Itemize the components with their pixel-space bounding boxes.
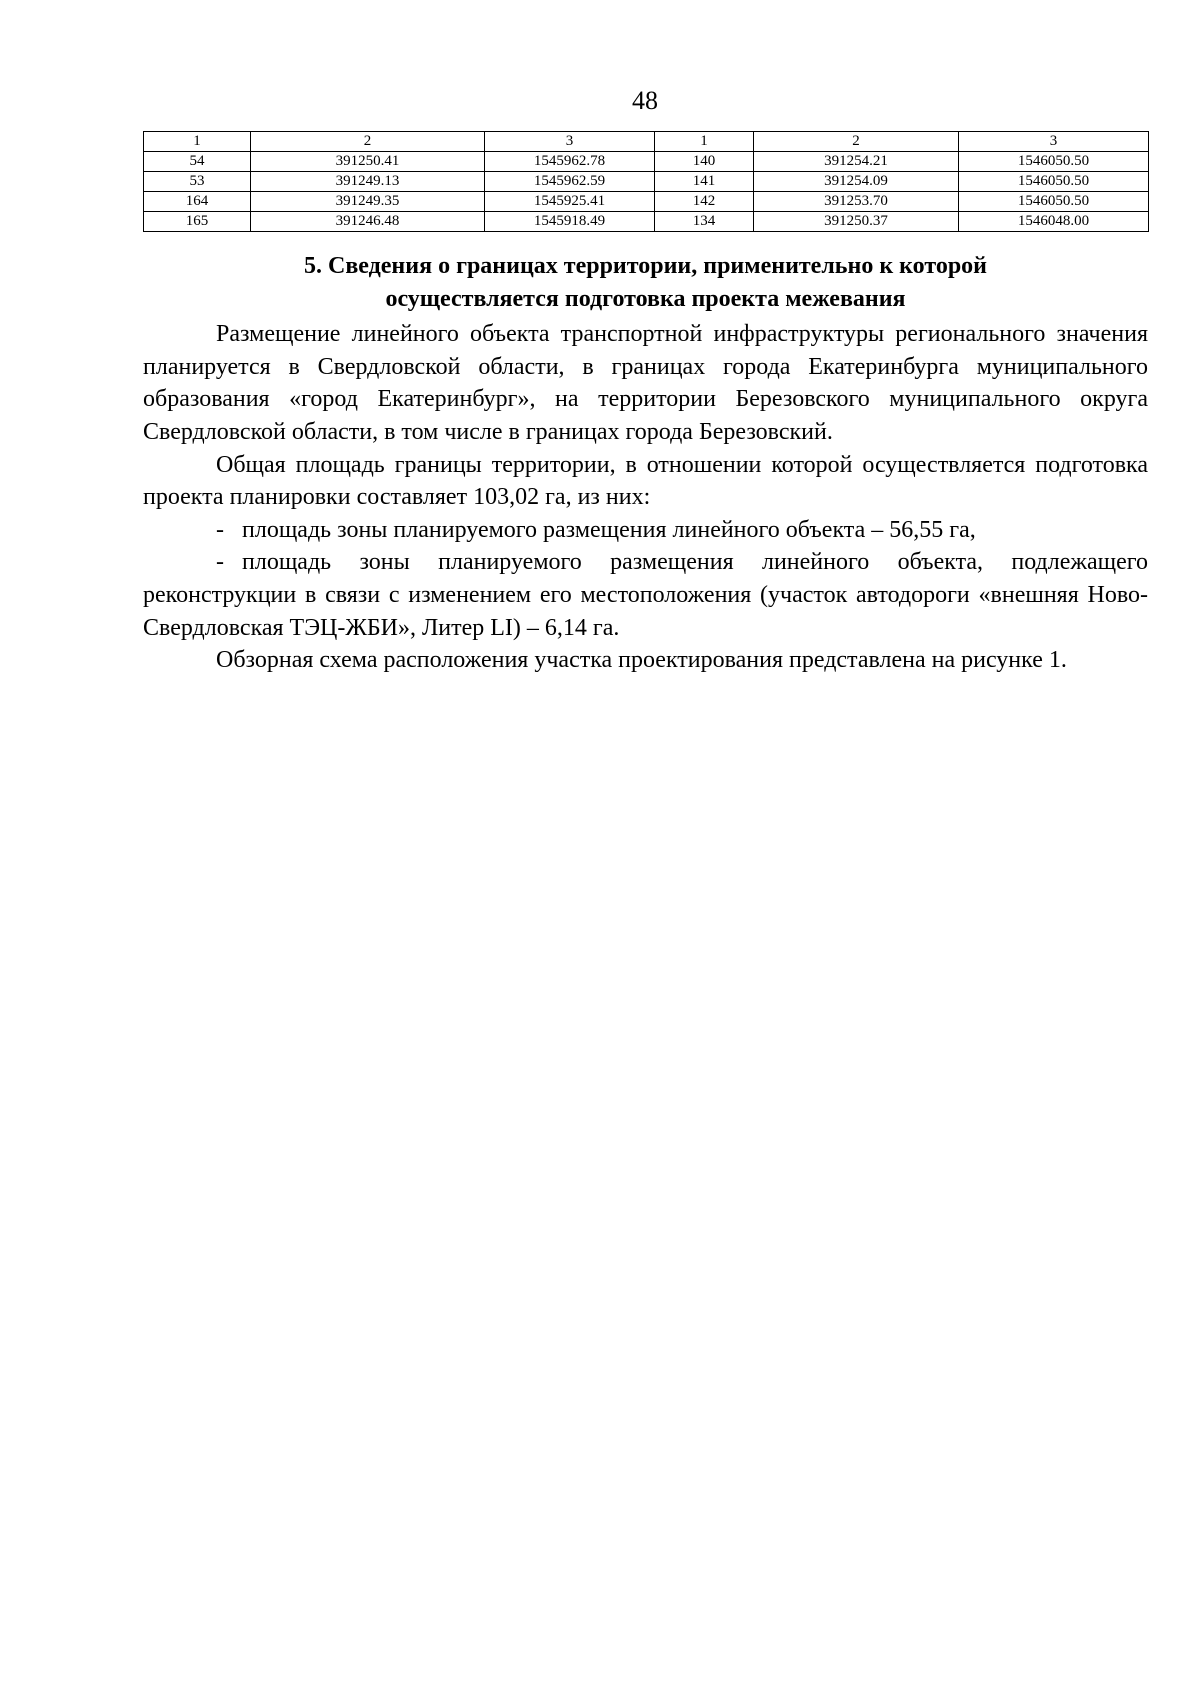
table-cell: 1546048.00 — [959, 212, 1149, 232]
table-cell: 1545925.41 — [485, 192, 655, 212]
table-cell: 142 — [655, 192, 754, 212]
table-cell: 141 — [655, 172, 754, 192]
table-row — [144, 212, 1149, 232]
table-cell: 391249.35 — [251, 192, 485, 212]
table-cell: 1546050.50 — [959, 172, 1149, 192]
section-heading-line1: 5. Сведения о границах территории, применительно к которой — [304, 253, 987, 279]
header-cell: 1 — [144, 132, 251, 152]
section-heading-line2: осуществляется подготовка проекта межевания — [385, 285, 906, 312]
table-cell: 53 — [144, 172, 251, 192]
header-cell: 3 — [959, 132, 1149, 152]
paragraph-total-area: Общая площадь границы территории, в отношении которой осуществляется подготовка проекта планировки составляет 103,02 га, из них: — [143, 451, 1148, 511]
table-cell: 1546050.50 — [959, 192, 1149, 212]
coordinates-table — [143, 131, 1149, 232]
bullet-item-zone-reconstruction — [143, 546, 1148, 644]
section-heading — [143, 250, 1148, 315]
table-cell: 165 — [144, 212, 251, 232]
table-cell: 1546050.50 — [959, 152, 1149, 172]
table-cell: 134 — [655, 212, 754, 232]
page-number: 48 — [632, 86, 658, 115]
table-cell: 391250.41 — [251, 152, 485, 172]
table-cell: 1545962.59 — [485, 172, 655, 192]
table-cell: 1545918.49 — [485, 212, 655, 232]
bullet-dash: - — [216, 516, 224, 543]
header-cell: 2 — [754, 132, 959, 152]
table-cell: 391246.48 — [251, 212, 485, 232]
table-header-row — [144, 132, 1149, 152]
table-cell: 1545962.78 — [485, 152, 655, 172]
table-cell: 391249.13 — [251, 172, 485, 192]
table-cell: 391254.09 — [754, 172, 959, 192]
header-cell: 3 — [485, 132, 655, 152]
table-row — [144, 192, 1149, 212]
paragraph-location: Размещение линейного объекта транспортной инфраструктуры регионального значения планируется в Свердловской области, в границах города Екатеринбурга муниципального образования «город Екатеринбург», на территории Березовского муниципального округа Свердловской области, в том числе в границах города Березовский. — [143, 321, 1148, 445]
bullet-item-zone-placement — [143, 514, 1148, 547]
table-cell: 140 — [655, 152, 754, 172]
table-row — [144, 152, 1149, 172]
table-cell: 391254.21 — [754, 152, 959, 172]
table-cell: 164 — [144, 192, 251, 212]
header-cell: 1 — [655, 132, 754, 152]
header-cell: 2 — [251, 132, 485, 152]
bullet-text: площадь зоны планируемого размещения линейного объекта – 56,55 га, — [242, 516, 976, 543]
table-cell: 391253.70 — [754, 192, 959, 212]
table-cell: 391250.37 — [754, 212, 959, 232]
table-cell: 54 — [144, 152, 251, 172]
bullet-text: площадь зоны планируемого размещения линейного объекта, подлежащего реконструкции в связи с изменением его местоположения (участок автодороги «внешняя Ново-Свердловская ТЭЦ-ЖБИ», Литер LI) – 6,14 га. — [143, 549, 1148, 641]
section-content — [143, 250, 1148, 677]
paragraph-overview-scheme: Обзорная схема расположения участка проектирования представлена на рисунке 1. — [216, 647, 1067, 674]
table-row — [144, 172, 1149, 192]
bullet-dash: - — [216, 549, 224, 576]
